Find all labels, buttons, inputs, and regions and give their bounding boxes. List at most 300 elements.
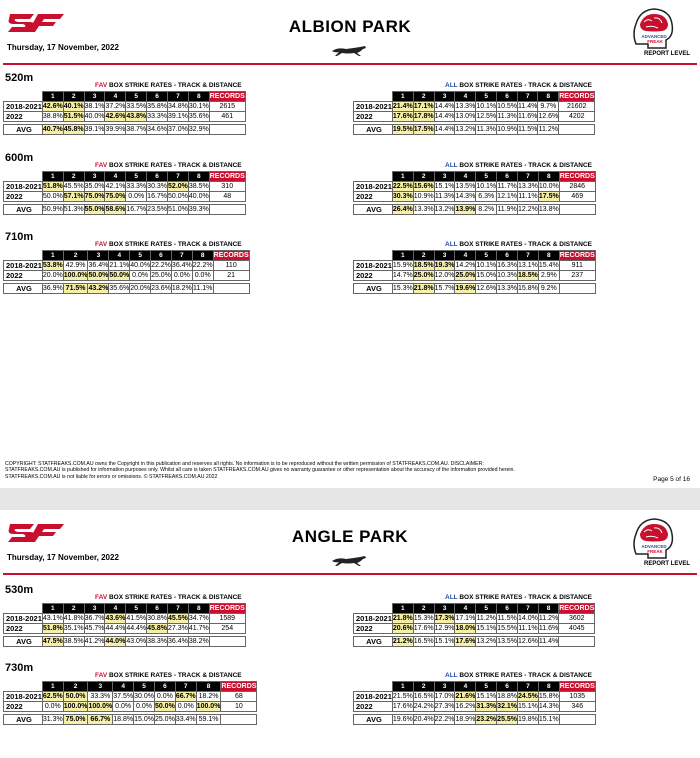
strike-rate-cell: 14.3% — [455, 193, 476, 200]
records-value: 1589 — [209, 614, 245, 624]
box-number: 7 — [168, 92, 189, 102]
row-label: 2022 — [4, 271, 43, 281]
strike-rate-cell: 14.3% — [538, 703, 559, 710]
strike-rate-cell: 15.1% — [434, 183, 455, 190]
box-number: 5 — [476, 251, 497, 261]
strike-rate-cell: 18.0% — [455, 625, 476, 632]
strike-rate-cell: 0.0% — [175, 702, 196, 712]
records-header: RECORDS — [559, 173, 595, 180]
report-date: Thursday, 17 November, 2022 — [7, 43, 119, 52]
all-strike-table — [353, 171, 596, 215]
strike-rate-cell: 43.6% — [105, 615, 126, 622]
strike-rate-cell: 41.7% — [188, 625, 209, 632]
strike-rate-cell: 0.0% — [154, 692, 175, 702]
fav-prefix: FAV — [95, 672, 108, 679]
report-date: Thursday, 17 November, 2022 — [7, 553, 119, 562]
box-number: 7 — [175, 682, 196, 692]
avg-strike-rate-cell: 45.8% — [63, 126, 84, 133]
avg-row — [354, 637, 595, 647]
strike-rate-cell: 24.2% — [413, 703, 434, 710]
avg-strike-rate-cell: 59.1% — [196, 715, 221, 725]
avg-label: AVG — [354, 715, 393, 725]
box-number: 1 — [42, 682, 63, 692]
strike-rate-cell: 45.5% — [63, 183, 84, 190]
strike-rate-cell: 50.0% — [88, 272, 109, 279]
strike-rate-cell: 35.0% — [84, 183, 105, 190]
box-number: 6 — [497, 682, 518, 692]
all-strike-table — [353, 681, 596, 725]
strike-rate-cell: 18.5% — [518, 272, 538, 279]
strike-rate-cell: 0.0% — [192, 271, 213, 281]
box-number: 5 — [126, 172, 147, 182]
avg-strike-rate-cell: 13.2% — [434, 206, 455, 213]
box-number: 1 — [42, 604, 63, 614]
strike-rate-cell: 13.3% — [518, 183, 538, 190]
blank-cell — [559, 125, 595, 135]
avg-row — [354, 284, 596, 294]
records-value: 346 — [559, 702, 595, 712]
strike-rate-cell: 10.9% — [413, 193, 434, 200]
strike-rate-cell: 43.1% — [42, 615, 63, 622]
strike-rate-cell: 13.1% — [518, 262, 538, 269]
all-prefix: ALL — [445, 162, 458, 169]
strike-rate-cell: 40.0% — [130, 262, 151, 269]
avg-strike-rate-cell: 19.5% — [392, 126, 413, 133]
header-divider — [3, 63, 697, 65]
avg-strike-rate-cell: 33.4% — [175, 716, 196, 723]
strike-rate-cell: 21.4% — [392, 103, 413, 110]
avg-strike-rate-cell: 19.6% — [455, 285, 476, 292]
all-prefix: ALL — [445, 241, 458, 248]
row-label: 2022 — [354, 112, 393, 122]
box-number-row — [4, 92, 246, 102]
strike-rate-cell: 16.5% — [413, 693, 434, 700]
avg-row — [4, 715, 257, 725]
row-label: 2018-2021 — [354, 182, 393, 192]
strike-rate-cell: 50.0% — [109, 272, 130, 279]
greyhound-icon — [330, 554, 368, 567]
strike-rate-cell: 18.5% — [413, 262, 434, 269]
blank-cell — [209, 205, 245, 215]
box-number: 7 — [518, 604, 539, 614]
avg-strike-rate-cell: 8.2% — [476, 205, 497, 215]
strike-rate-cell: 20.6% — [392, 625, 413, 632]
blank-cell — [209, 125, 245, 135]
box-number: 4 — [455, 682, 476, 692]
strike-rate-cell: 0.0% — [113, 702, 134, 712]
avg-strike-rate-cell: 11.4% — [538, 638, 559, 645]
strike-rate-cell: 75.0% — [84, 193, 105, 200]
avg-strike-rate-cell: 15.7% — [434, 285, 455, 292]
box-number: 2 — [413, 604, 434, 614]
strike-rate-cell: 39.1% — [168, 113, 188, 120]
strike-rate-cell: 30.3% — [392, 193, 413, 200]
records-header: RECORDS — [209, 605, 245, 612]
data-row — [4, 102, 246, 112]
avg-strike-rate-cell: 43.0% — [126, 638, 147, 645]
records-header: RECORDS — [213, 252, 249, 259]
avg-strike-rate-cell: 15.0% — [134, 716, 154, 723]
strike-rate-cell: 42.6% — [105, 113, 126, 120]
records-header: RECORDS — [559, 605, 595, 612]
track-title: ALBION PARK — [288, 17, 412, 36]
strike-rate-cell: 27.3% — [168, 625, 188, 632]
box-number: 4 — [105, 172, 126, 182]
strike-rate-cell: 12.5% — [476, 113, 497, 120]
brain-text-advanced: ADVANCED — [641, 544, 667, 549]
strike-rate-cell: 44.4% — [126, 625, 147, 632]
strike-rate-cell: 17.6% — [413, 625, 434, 632]
records-value: 237 — [559, 271, 595, 281]
data-row — [354, 192, 596, 202]
avg-strike-rate-cell: 13.3% — [413, 206, 434, 213]
strike-rate-cell: 20.0% — [42, 272, 63, 279]
row-label: 2022 — [4, 702, 43, 712]
fav-block-title — [95, 82, 242, 89]
strike-rate-cell: 38.5% — [188, 183, 209, 190]
strike-rate-cell: 25.0% — [455, 272, 476, 279]
avg-strike-rate-cell: 12.6% — [476, 285, 497, 292]
box-number: 4 — [109, 251, 130, 261]
avg-strike-rate-cell: 16.7% — [126, 206, 147, 213]
records-value: 21 — [213, 271, 249, 281]
blank-cell — [354, 92, 393, 102]
all-block-title — [445, 162, 592, 169]
blank-cell — [354, 604, 393, 614]
strike-rate-cell: 14.2% — [455, 262, 476, 269]
avg-strike-rate-cell: 36.4% — [168, 638, 188, 645]
strike-rate-cell: 42.6% — [42, 103, 63, 110]
avg-strike-rate-cell: 13.9% — [455, 206, 476, 213]
avg-strike-rate-cell: 13.3% — [497, 285, 518, 292]
avg-strike-rate-cell: 18.9% — [455, 716, 476, 723]
strike-rate-cell: 42.9% — [63, 261, 88, 271]
box-number: 6 — [497, 604, 518, 614]
strike-rate-cell: 75.0% — [105, 193, 126, 200]
row-label: 2018-2021 — [354, 614, 393, 624]
avg-strike-rate-cell: 15.1% — [434, 638, 455, 645]
box-number: 1 — [42, 172, 63, 182]
avg-label: AVG — [354, 284, 393, 294]
strike-rate-cell: 100.0% — [63, 703, 88, 710]
box-number-row — [4, 172, 246, 182]
strike-title-text: BOX STRIKE RATES - TRACK & DISTANCE — [107, 162, 242, 169]
all-strike-table — [353, 250, 596, 294]
strike-rate-cell: 30.8% — [147, 615, 168, 622]
strike-rate-cell: 11.7% — [497, 183, 517, 190]
avg-strike-rate-cell: 25.0% — [154, 716, 175, 723]
report-level-label: REPORT LEVEL — [643, 561, 690, 567]
box-number-row — [354, 92, 595, 102]
box-number: 8 — [196, 682, 221, 692]
box-number: 3 — [88, 682, 113, 692]
records-value: 911 — [559, 261, 595, 271]
strike-rate-cell: 25.0% — [151, 272, 171, 279]
box-number: 2 — [413, 682, 434, 692]
avg-strike-rate-cell: 18.8% — [113, 716, 134, 723]
records-value: 110 — [213, 261, 249, 271]
avg-label: AVG — [354, 125, 393, 135]
box-number: 3 — [434, 172, 455, 182]
records-value: 2846 — [559, 182, 595, 192]
avg-label: AVG — [354, 205, 393, 215]
strike-rate-cell: 42.1% — [105, 183, 126, 190]
records-value: 21602 — [559, 102, 595, 112]
box-number: 2 — [63, 682, 88, 692]
strike-title-text: BOX STRIKE RATES - TRACK & DISTANCE — [457, 672, 592, 679]
strike-rate-cell: 17.3% — [434, 615, 455, 622]
box-number: 2 — [413, 92, 434, 102]
data-row — [4, 692, 257, 702]
records-header: RECORDS — [559, 683, 595, 690]
box-number: 6 — [497, 251, 518, 261]
box-number: 7 — [518, 92, 538, 102]
box-number: 2 — [63, 604, 84, 614]
avg-row — [4, 125, 246, 135]
strike-rate-cell: 44.4% — [105, 625, 126, 632]
records-value: 3602 — [559, 614, 595, 624]
box-number-row — [354, 604, 595, 614]
records-value: 4045 — [559, 624, 595, 634]
strike-rate-cell: 9.7% — [538, 102, 559, 112]
strike-rate-cell: 17.1% — [455, 615, 476, 622]
box-number: 3 — [434, 682, 455, 692]
avg-strike-rate-cell: 38.3% — [147, 638, 168, 645]
avg-strike-rate-cell: 47.5% — [42, 638, 63, 645]
box-number: 8 — [538, 682, 559, 692]
strike-title-text: BOX STRIKE RATES - TRACK & DISTANCE — [457, 241, 592, 248]
box-number: 7 — [518, 172, 539, 182]
records-value: 1035 — [559, 692, 595, 702]
strike-rate-cell: 30.3% — [147, 183, 168, 190]
all-prefix: ALL — [445, 672, 458, 679]
strike-rate-cell: 15.3% — [413, 615, 434, 622]
avg-strike-rate-cell: 16.5% — [413, 638, 434, 645]
records-value: 48 — [209, 192, 245, 202]
fav-block-title — [95, 162, 242, 169]
strike-rate-cell: 17.8% — [413, 113, 434, 120]
blank-cell — [354, 251, 393, 261]
box-number: 4 — [455, 172, 476, 182]
brain-text-freak: FREAK — [647, 39, 663, 44]
strike-rate-cell: 40.0% — [84, 113, 105, 120]
blank-cell — [221, 715, 257, 725]
fav-block-title — [95, 241, 242, 248]
strike-rate-cell: 18.8% — [497, 693, 518, 700]
avg-strike-rate-cell: 34.6% — [147, 126, 168, 133]
strike-rate-cell: 18.2% — [196, 692, 221, 702]
box-number: 3 — [84, 172, 105, 182]
fav-prefix: FAV — [95, 241, 108, 248]
strike-rate-cell: 36.4% — [88, 262, 109, 269]
strike-rate-cell: 22.2% — [151, 262, 171, 269]
box-number: 6 — [147, 604, 168, 614]
strike-rate-cell: 10.5% — [497, 103, 518, 110]
strike-rate-cell: 12.6% — [538, 113, 559, 120]
page-number: Page 5 of 16 — [653, 476, 690, 483]
data-row — [354, 102, 595, 112]
box-number: 5 — [476, 682, 497, 692]
strike-rate-cell: 10.0% — [538, 183, 559, 190]
records-header: RECORDS — [221, 683, 257, 690]
blank-cell — [4, 172, 43, 182]
strike-rate-cell: 35.1% — [63, 625, 84, 632]
avg-strike-rate-cell: 10.9% — [497, 126, 518, 133]
strike-title-text: BOX STRIKE RATES - TRACK & DISTANCE — [107, 241, 242, 248]
all-strike-table — [353, 91, 595, 135]
box-number: 8 — [538, 251, 559, 261]
avg-strike-rate-cell: 51.3% — [63, 206, 84, 213]
strike-rate-cell: 37.5% — [113, 693, 134, 700]
strike-title-text: BOX STRIKE RATES - TRACK & DISTANCE — [107, 82, 242, 89]
avg-strike-rate-cell: 17.6% — [455, 638, 476, 645]
strike-rate-cell: 10.1% — [476, 262, 497, 269]
strike-rate-cell: 66.7% — [175, 693, 196, 700]
records-header: RECORDS — [559, 93, 595, 100]
avg-strike-rate-cell: 14.4% — [434, 126, 455, 133]
row-label: 2022 — [4, 192, 43, 202]
records-value: 2615 — [209, 102, 245, 112]
strike-rate-cell: 17.6% — [392, 703, 413, 710]
strike-title-text: BOX STRIKE RATES - TRACK & DISTANCE — [457, 162, 592, 169]
strike-rate-cell: 11.6% — [538, 625, 559, 632]
strike-rate-cell: 41.8% — [63, 615, 84, 622]
fav-strike-table — [3, 603, 246, 647]
blank-cell — [354, 172, 393, 182]
box-number: 6 — [497, 92, 518, 102]
strike-rate-cell: 11.6% — [518, 113, 538, 120]
row-label: 2018-2021 — [4, 102, 43, 112]
avg-strike-rate-cell: 23.6% — [151, 285, 171, 292]
row-label: 2018-2021 — [4, 261, 43, 271]
fav-block-title — [95, 594, 242, 601]
avg-row — [4, 284, 250, 294]
strike-rate-cell: 0.0% — [42, 702, 63, 712]
strike-rate-cell: 50.0% — [42, 193, 63, 200]
data-row — [354, 692, 596, 702]
row-label: 2022 — [354, 271, 393, 281]
avg-strike-rate-cell: 11.9% — [497, 206, 517, 213]
row-label: 2022 — [4, 624, 43, 634]
avg-row — [354, 125, 595, 135]
strike-rate-cell: 34.7% — [188, 615, 209, 622]
avg-strike-rate-cell: 55.0% — [84, 206, 105, 213]
avg-strike-rate-cell: 11.5% — [518, 126, 538, 133]
data-row — [354, 182, 596, 192]
strike-rate-cell: 50.0% — [154, 703, 175, 710]
row-label: 2018-2021 — [4, 182, 43, 192]
row-label: 2018-2021 — [354, 692, 393, 702]
box-number: 7 — [518, 251, 539, 261]
records-header: RECORDS — [209, 93, 245, 100]
data-row — [4, 112, 246, 122]
blank-cell — [559, 284, 595, 294]
avg-strike-rate-cell: 15.1% — [538, 716, 559, 723]
avg-strike-rate-cell: 11.1% — [193, 285, 213, 292]
box-number: 8 — [538, 172, 559, 182]
blank-cell — [209, 637, 245, 647]
avg-strike-rate-cell: 51.0% — [168, 206, 188, 213]
strike-rate-cell: 35.8% — [147, 103, 168, 110]
box-number-row — [4, 604, 246, 614]
strike-rate-cell: 33.3% — [126, 183, 147, 190]
strike-rate-cell: 13.0% — [455, 113, 476, 120]
avg-strike-rate-cell: 44.0% — [105, 638, 126, 645]
avg-strike-rate-cell: 38.2% — [188, 638, 209, 645]
fav-strike-table — [3, 91, 246, 135]
avg-label: AVG — [354, 637, 393, 647]
box-number: 4 — [113, 682, 134, 692]
strike-rate-cell: 52.0% — [168, 183, 188, 190]
avg-strike-rate-cell: 13.5% — [497, 638, 518, 645]
box-number: 3 — [88, 251, 109, 261]
strike-rate-cell: 33.3% — [147, 113, 168, 120]
box-number: 3 — [434, 251, 455, 261]
strike-rate-cell: 15.4% — [538, 262, 559, 269]
strike-rate-cell: 2.9% — [538, 271, 559, 281]
box-number: 4 — [455, 251, 476, 261]
strike-rate-cell: 40.1% — [63, 103, 84, 110]
records-value: 469 — [559, 192, 595, 202]
strike-rate-cell: 22.5% — [392, 183, 413, 190]
box-number: 1 — [392, 604, 413, 614]
avg-label: AVG — [4, 715, 43, 725]
strike-title-text: BOX STRIKE RATES - TRACK & DISTANCE — [107, 594, 242, 601]
strike-rate-cell: 15.1% — [476, 625, 497, 632]
strike-rate-cell: 21.5% — [392, 693, 413, 700]
strike-rate-cell: 11.5% — [497, 615, 517, 622]
all-strike-table — [353, 603, 595, 647]
records-value: 4202 — [559, 112, 595, 122]
avg-strike-rate-cell: 38.7% — [126, 126, 147, 133]
avg-strike-rate-cell: 18.2% — [171, 285, 192, 292]
all-block-title — [445, 594, 592, 601]
box-number: 1 — [42, 251, 63, 261]
advanced-freak-brain-icon — [630, 514, 676, 560]
strike-rate-cell: 30.1% — [188, 103, 209, 110]
box-number: 4 — [455, 92, 476, 102]
box-number: 7 — [168, 604, 189, 614]
strike-rate-cell: 33.5% — [126, 103, 147, 110]
strike-rate-cell: 16.7% — [147, 193, 168, 200]
data-row — [4, 261, 250, 271]
data-row — [4, 624, 246, 634]
data-row — [4, 192, 246, 202]
distance-label: 730m — [5, 662, 34, 674]
box-number: 7 — [518, 682, 539, 692]
strike-rate-cell: 19.3% — [434, 262, 455, 269]
box-number: 5 — [126, 604, 147, 614]
strike-rate-cell: 62.5% — [42, 693, 63, 700]
avg-strike-rate-cell: 75.0% — [63, 715, 88, 725]
strike-rate-cell: 37.2% — [105, 103, 126, 110]
data-row — [354, 271, 596, 281]
avg-strike-rate-cell: 36.9% — [42, 285, 63, 292]
avg-strike-rate-cell: 11.2% — [538, 126, 558, 133]
avg-strike-rate-cell: 39.3% — [188, 206, 209, 213]
avg-strike-rate-cell: 50.9% — [42, 206, 63, 213]
box-number: 7 — [171, 251, 192, 261]
box-number: 3 — [84, 92, 105, 102]
box-number: 6 — [151, 251, 172, 261]
box-number-row — [354, 251, 596, 261]
box-number: 5 — [476, 92, 497, 102]
avg-strike-rate-cell: 23.5% — [147, 206, 168, 213]
box-number: 8 — [538, 92, 559, 102]
avg-strike-rate-cell: 23.2% — [476, 716, 497, 723]
strike-rate-cell: 17.1% — [413, 103, 434, 110]
avg-strike-rate-cell: 41.2% — [84, 638, 105, 645]
